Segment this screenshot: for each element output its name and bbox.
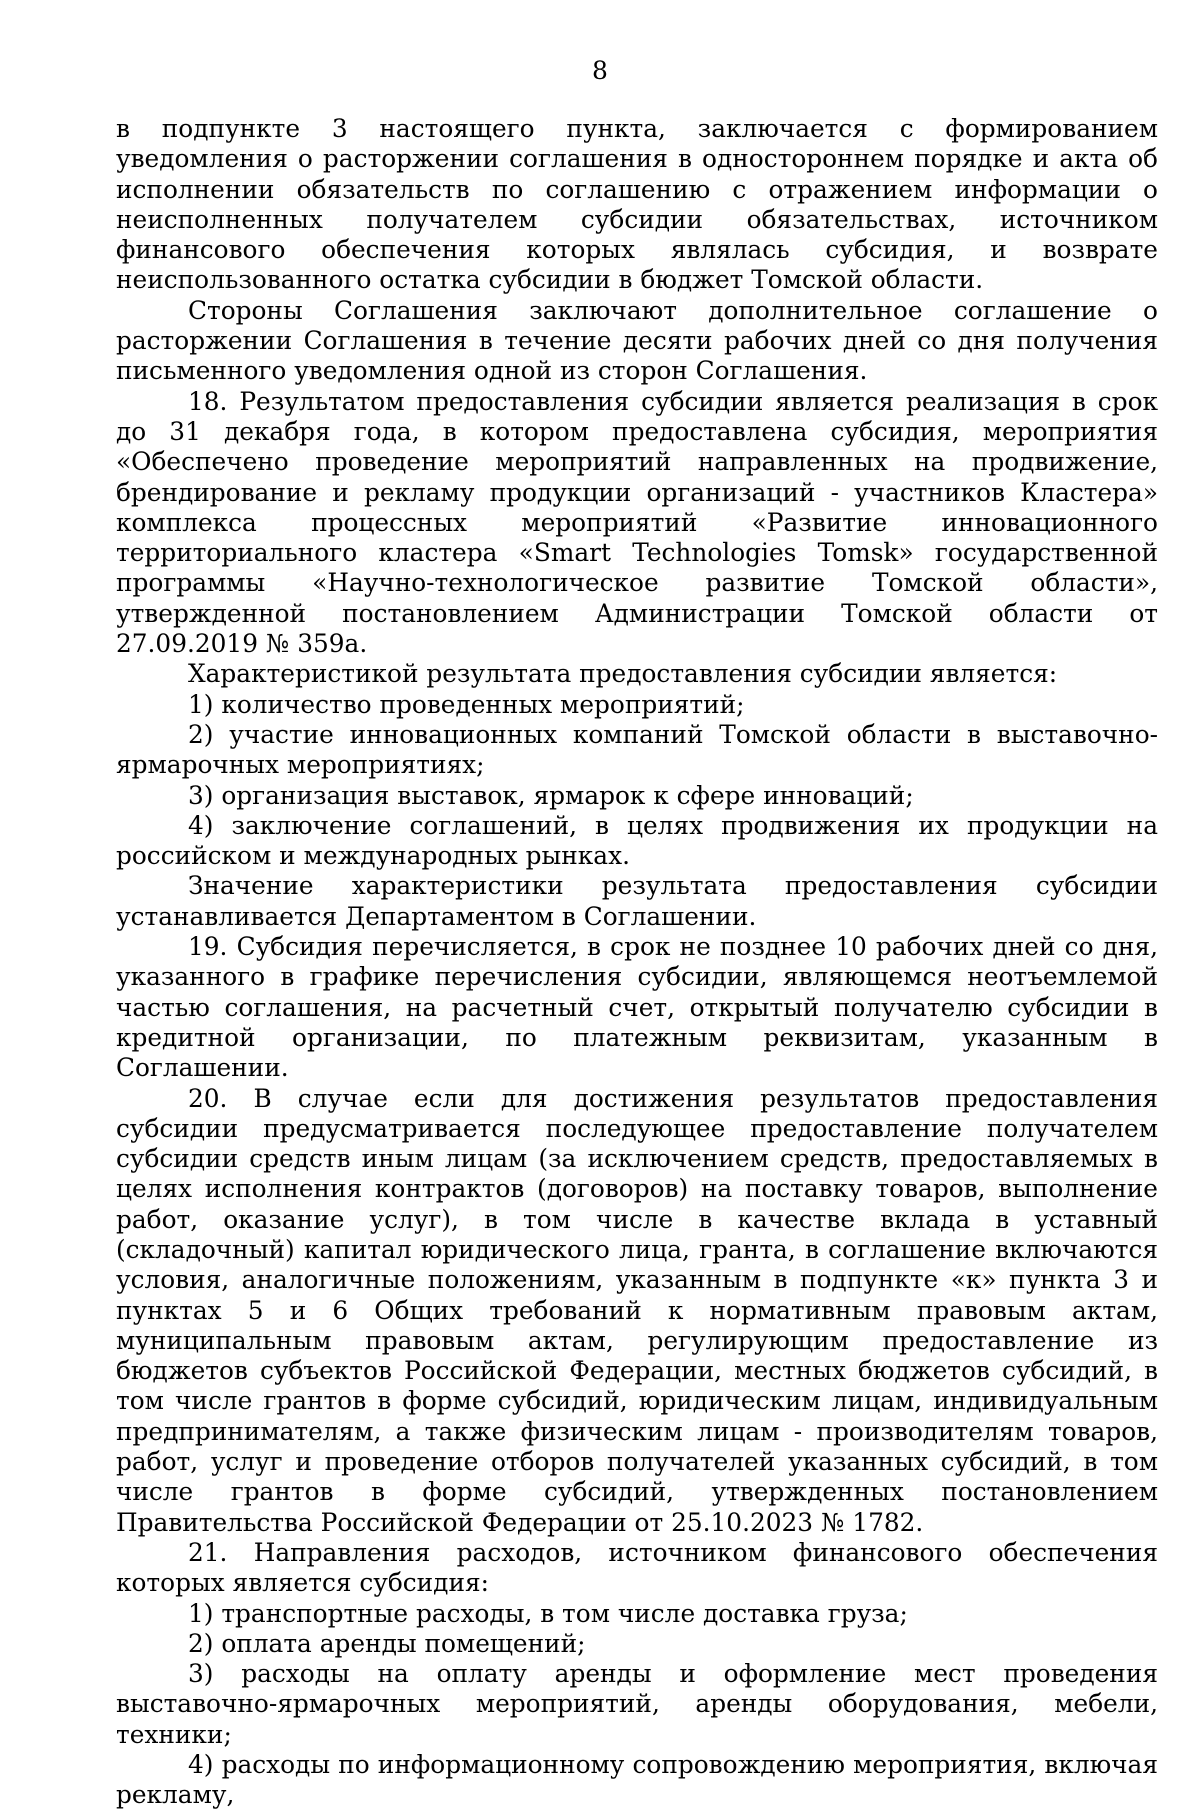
list-item: 4) расходы по информационному сопровождению мероприятия, включая рекламу, bbox=[116, 1750, 1158, 1810]
list-item: 1) количество проведенных мероприятий; bbox=[188, 689, 745, 719]
paragraph: 20. В случае если для достижения результатов предоставления субсидии предусматривается последующее предоставление получателем субсидии средств иным лицам (за исключением средств, предоставляемых в целях исполнения контрактов (договоров) на поставку товаров, выполнение работ, оказание услуг), в том числе в качестве вклада в уставный (складочный) капитал юридического лица, гранта, в соглашение включаются условия, аналогичные положениям, указанным в подпункте «к» пункта 3 и пунктах 5 и 6 Общих требований к нормативным правовым актам, муниципальным правовым актам, регулирующим предоставление из бюджетов субъектов Российской Федерации, местных бюджетов субсидий, в том числе грантов в форме субсидий, юридическим лицам, индивидуальным предпринимателям, а также физическим лицам - производителям товаров, работ, услуг и проведение отборов получателей указанных субсидий, в том числе грантов в форме субсидий, утвержденных постановлением Правительства Российской Федерации от 25.10.2023 № 1782. bbox=[116, 1083, 1158, 1537]
page-number: 8 bbox=[592, 56, 608, 85]
paragraph: 18. Результатом предоставления субсидии является реализация в срок до 31 декабря года, в котором предоставлена субсидия, мероприятия «Обеспечено проведение мероприятий направленных на продвижение, брендирование и рекламу продукции организаций - участников Кластера» комплекса процессных мероприятий «Развитие инновационного территориального кластера «Smart Technologies Tomsk» государственной программы «Научно-технологическое развитие Томской области», утвержденной постановлением Администрации Томской области от 27.09.2019 № 359а. bbox=[116, 386, 1158, 659]
list-item: 3) организация выставок, ярмарок к сфере инноваций; bbox=[188, 780, 914, 810]
paragraph: Характеристикой результата предоставления субсидии является: bbox=[188, 659, 1058, 689]
paragraph: Стороны Соглашения заключают дополнительное соглашение о расторжении Соглашения в течение десяти рабочих дней со дня получения письменного уведомления одной из сторон Соглашения. bbox=[116, 295, 1158, 386]
document-body bbox=[116, 114, 1158, 1811]
list-item: 3) расходы на оплату аренды и оформление мест проведения выставочно-ярмарочных мероприятий, аренды оборудования, мебели, техники; bbox=[116, 1659, 1158, 1749]
list-item: 4) заключение соглашений, в целях продвижения их продукции на российском и международных рынках. bbox=[116, 810, 1158, 871]
list-item: 2) участие инновационных компаний Томской области в выставочно-ярмарочных мероприятиях; bbox=[116, 719, 1158, 780]
paragraph: 19. Субсидия перечисляется, в срок не позднее 10 рабочих дней со дня, указанного в графике перечисления субсидии, являющемся неотъемлемой частью соглашения, на расчетный счет, открытый получателю субсидии в кредитной организации, по платежным реквизитам, указанным в Соглашении. bbox=[116, 932, 1158, 1083]
paragraph: 21. Направления расходов, источником финансового обеспечения которых является субсидия: bbox=[116, 1537, 1158, 1598]
paragraph: Значение характеристики результата предоставления субсидии устанавливается Департаментом в Соглашении. bbox=[116, 871, 1158, 931]
list-item: 2) оплата аренды помещений; bbox=[188, 1628, 586, 1658]
paragraph: в подпункте 3 настоящего пункта, заключается с формированием уведомления о расторжении соглашения в одностороннем порядке и акта об исполнении обязательств по соглашению с отражением информации о неисполненных получателем субсидии обязательствах, источником финансового обеспечения которых являлась субсидия, и возврате неиспользованного остатка субсидии в бюджет Томской области. bbox=[116, 114, 1158, 295]
list-item: 1) транспортные расходы, в том числе доставка груза; bbox=[188, 1598, 908, 1628]
